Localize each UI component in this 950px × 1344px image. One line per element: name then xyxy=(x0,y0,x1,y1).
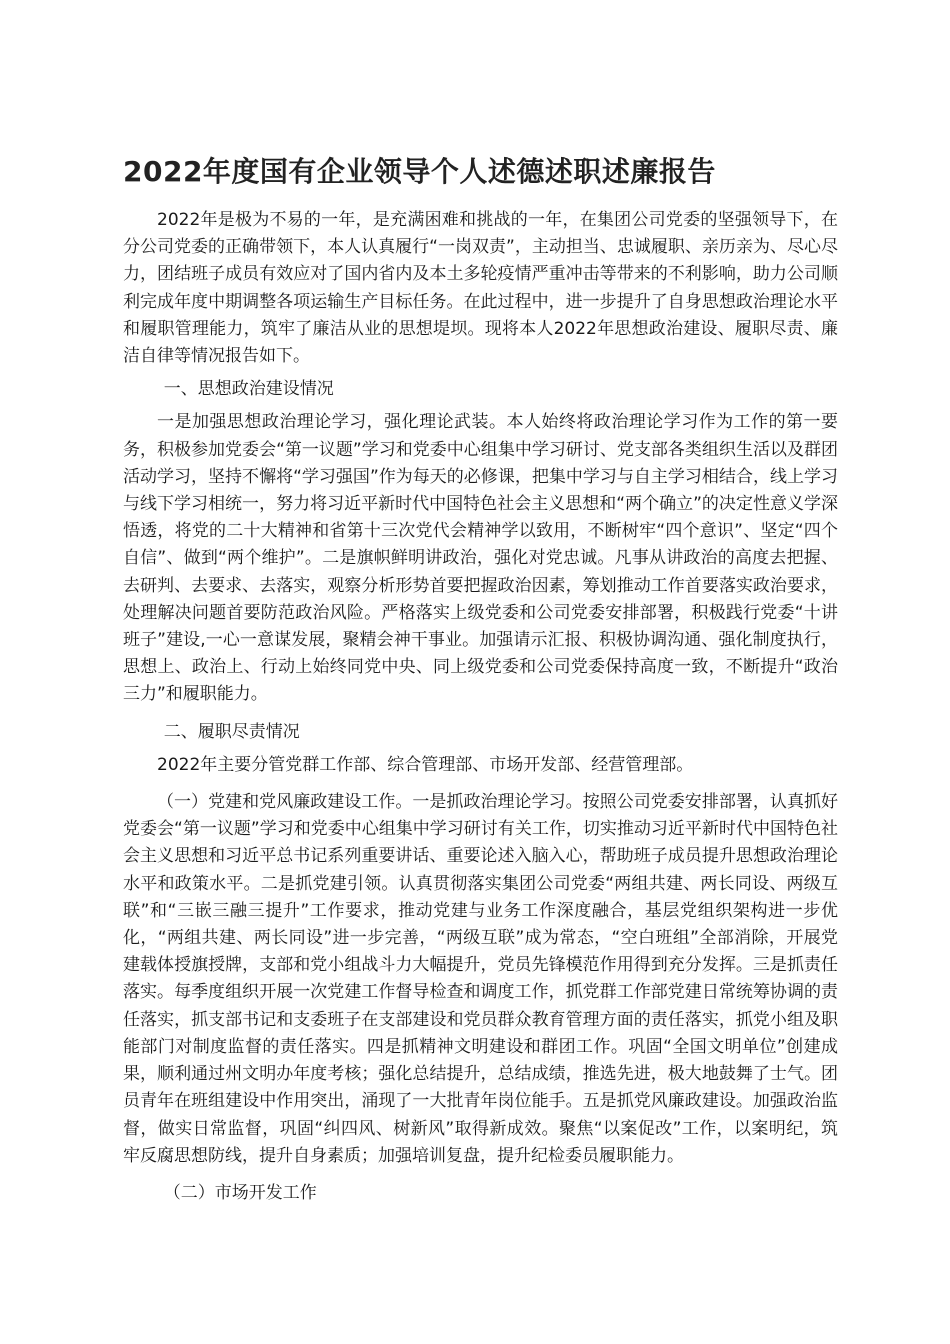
subsection-heading-market: （二）市场开发工作 xyxy=(163,1182,317,1203)
document-title: 2022年度国有企业领导个人述德述职述廉报告 xyxy=(123,155,716,188)
section-ideology-paragraph: 一是加强思想政治理论学习，强化理论武装。本人始终将政治理论学习作为工作的第一要务，积极参加党委会“第一议题”学习和党委中心组集中学习研讨、党支部各类组织生活以及群团活动学习，坚持不懈将“学习强国”作为每天的必修课，把集中学习与自主学习相结合，线上学习与线下学习相统一，努力将习近平新时代中国特色社会主义思想和“两个确立”的决定性意义学深悟透，将党的二十大精神和省第十三次党代会精神学以致用，不断树牢“四个意识”、坚定“四个自信”、做到“两个维护”。二是旗帜鲜明讲政治，强化对党忠诚。凡事从讲政治的高度去把握、去研判、去要求、去落实，观察分析形势首要把握政治因素，筹划推动工作首要落实政治要求，处理解决问题首要防范政治风险。严格落实上级党委和公司党委安排部署，积极践行党委“十讲班子”建设,一心一意谋发展，聚精会神干事业。加强请示汇报、积极协调沟通、强化制度执行，思想上、政治上、行动上始终同党中央、同上级党委和公司党委保持高度一致，不断提升“政治三力”和履职能力。 xyxy=(123,412,838,705)
subsection-party-building-paragraph: （一）党建和党风廉政建设工作。一是抓政治理论学习。按照公司党委安排部署，认真抓好党委会“第一议题”学习和党委中心组集中学习研讨有关工作，切实推动习近平新时代中国特色社会主义思想和习近平总书记系列重要讲话、重要论述入脑入心，帮助班子成员提升思想政治理论水平和政策水平。二是抓党建引领。认真贯彻落实集团公司党委“两组共建、两长同设、两级互联”和“三嵌三融三提升”工作要求，推动党建与业务工作深度融合，基层党组织架构进一步优化，“两组共建、两长同设”进一步完善，“两级互联”成为常态，“空白班组”全部消除，开展党建载体授旗授牌，支部和党小组战斗力大幅提升，党员先锋模范作用得到充分发挥。三是抓责任落实。每季度组织开展一次党建工作督导检查和调度工作，抓党群工作部党建日常统筹协调的责任落实，抓支部书记和支委班子在支部建设和党员群众教育管理方面的责任落实，抓党小组及职能部门对制度监督的责任落实。四是抓精神文明建设和群团工作。巩固“全国文明单位”创建成果，顺利通过州文明办年度考核；强化总结提升，总结成绩，推选先进，极大地鼓舞了士气。团员青年在班组建设中作用突出，涌现了一大批青年岗位能手。五是抓党风廉政建设。加强政治监督，做实日常监督，巩固“纠四风、树新风”取得新成效。聚焦“以案促改”工作，以案明纪，筑牢反腐思想防线，提升自身素质；加强培训复盘，提升纪检委员履职能力。 xyxy=(123,792,838,1166)
document-body xyxy=(123,207,838,1213)
section-heading-duties: 二、履职尽责情况 xyxy=(163,721,300,742)
section-heading-ideology: 一、思想政治建设情况 xyxy=(163,379,334,400)
intro-paragraph: 2022年是极为不易的一年，是充满困难和挑战的一年，在集团公司党委的坚强领导下，在分公司党委的正确带领下，本人认真履行“一岗双责”，主动担当、忠诚履职、亲历亲为、尽心尽力，团结班子成员有效应对了国内省内及本土多轮疫情严重冲击等带来的不利影响，助力公司顺利完成年度中期调整各项运输生产目标任务。在此过程中，进一步提升了自身思想政治理论水平和履职管理能力，筑牢了廉洁从业的思想堤坝。现将本人2022年思想政治建设、履职尽责、廉洁自律等情况报告如下。 xyxy=(123,210,838,367)
section-duties-intro-paragraph: 2022年主要分管党群工作部、综合管理部、市场开发部、经营管理部。 xyxy=(157,754,694,775)
